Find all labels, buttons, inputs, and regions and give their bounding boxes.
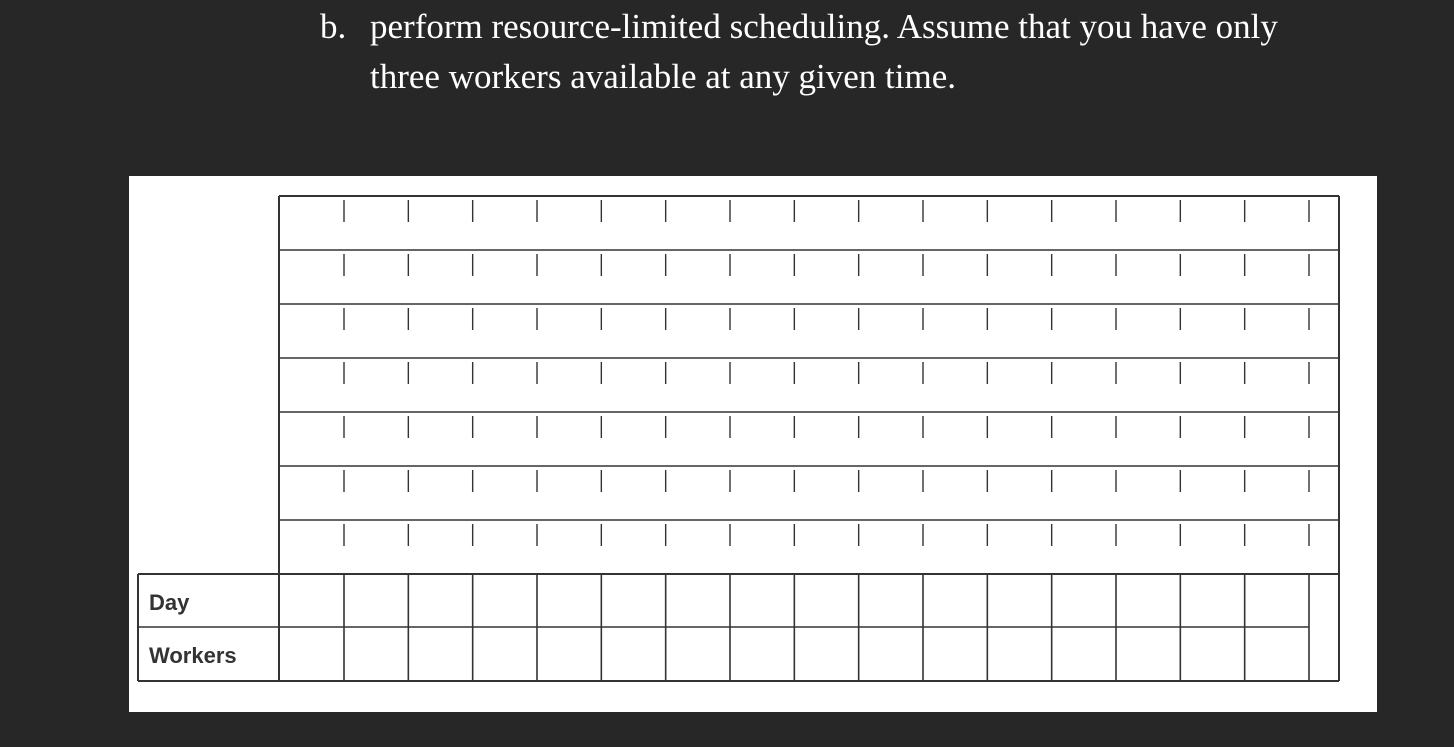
schedule-grid bbox=[129, 176, 1377, 712]
question-letter: b. bbox=[320, 7, 347, 46]
schedule-grid-panel bbox=[129, 176, 1377, 712]
question-line-2: three workers available at any given time. bbox=[370, 57, 957, 96]
row-label-workers: Workers bbox=[149, 643, 237, 668]
question-line-1: perform resource-limited scheduling. Assume that you have only bbox=[370, 7, 1278, 46]
row-label-day: Day bbox=[149, 590, 190, 615]
